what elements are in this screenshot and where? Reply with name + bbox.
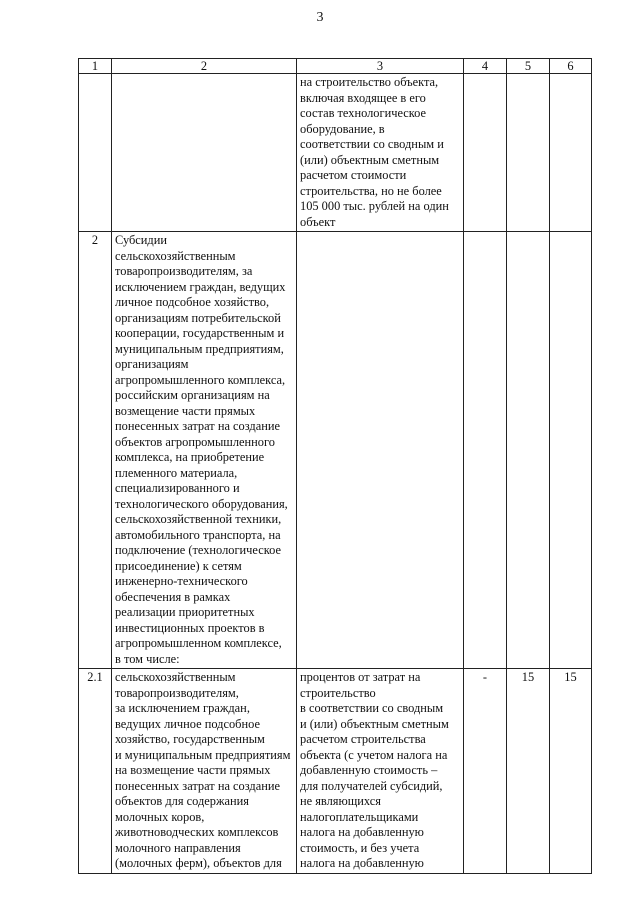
column-4-cell (464, 232, 507, 669)
header-cell-2: 2 (112, 59, 297, 74)
column-6-cell (550, 232, 592, 669)
header-cell-5: 5 (507, 59, 550, 74)
condition-cell: процентов от затрат на строительство в соответствии со сводным и (или) объектным сметным расчетом строительства объекта (с учетом налога на добавленную стоимость – для получателей субсидий, не являющихся налогоплательщиками налога на добавленную стоимость, и без учета налога на добавленную (297, 669, 464, 874)
header-cell-1: 1 (79, 59, 112, 74)
condition-cell: на строительство объекта, включая входящее в его состав технологическое оборудование, в соответствии со сводным и (или) объектным сметным расчетом стоимости строительства, но не более 105 000 тыс. рублей на один объект (297, 74, 464, 232)
table-row (79, 74, 592, 232)
header-cell-4: 4 (464, 59, 507, 74)
table-row (79, 232, 592, 669)
page-number: 3 (316, 10, 324, 25)
header-cell-3: 3 (297, 59, 464, 74)
column-6-cell (550, 74, 592, 232)
row-number-cell: 2.1 (79, 669, 112, 874)
column-5-cell (507, 74, 550, 232)
column-5-cell: 15 (507, 669, 550, 874)
description-cell: Субсидии сельскохозяйственным товаропроизводителям, за исключением граждан, ведущих личное подсобное хозяйство, организациям потребительской кооперации, государственным и муниципальным предприятиям, организациям агропромышленного комплекса, российским организациям на возмещение части прямых понесенных затрат на создание объектов агропромышленного комплекса, на приобретение племенного материала, специализированного и технологического оборудования, сельскохозяйственной техники, автомобильного транспорта, на подключение (технологическое присоединение) к сетям инженерно-технического обеспечения в рамках реализации приоритетных инвестиционных проектов в агропромышленном комплексе, в том числе: (112, 232, 297, 669)
table-row (79, 669, 592, 874)
column-6-cell: 15 (550, 669, 592, 874)
column-4-cell: - (464, 669, 507, 874)
condition-cell (297, 232, 464, 669)
header-row (79, 59, 592, 74)
description-cell: сельскохозяйственным товаропроизводителям, за исключением граждан, ведущих личное подсобное хозяйство, государственным и муниципальным предприятиям на возмещение части прямых понесенных затрат на создание объектов для содержания молочных коров, животноводческих комплексов молочного направления (молочных ферм), объектов для (112, 669, 297, 874)
description-cell (112, 74, 297, 232)
column-5-cell (507, 232, 550, 669)
column-4-cell (464, 74, 507, 232)
row-number-cell: 2 (79, 232, 112, 669)
header-cell-6: 6 (550, 59, 592, 74)
row-number-cell (79, 74, 112, 232)
subsidy-table (78, 58, 592, 874)
